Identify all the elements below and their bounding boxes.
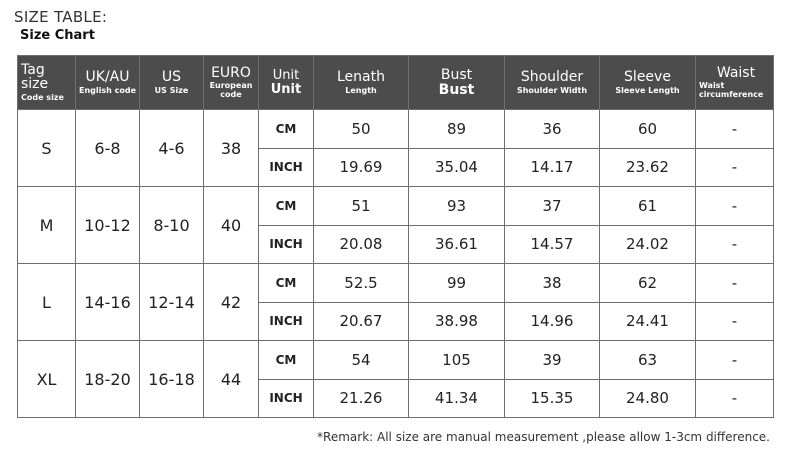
header-unit-sub: Unit xyxy=(270,81,302,97)
unit-cell: INCH xyxy=(259,302,314,341)
sleeve-cell: 62 xyxy=(600,264,696,303)
header-bust xyxy=(409,56,505,110)
unit-cell: CM xyxy=(259,187,314,226)
table-row-l-cm xyxy=(18,264,774,303)
shoulder-cell: 38 xyxy=(505,264,600,303)
header-us-label: US xyxy=(161,68,182,85)
euro-cell: 38 xyxy=(204,110,259,187)
length-cell: 20.08 xyxy=(314,225,409,264)
bust-cell: 35.04 xyxy=(409,148,505,187)
bust-cell: 93 xyxy=(409,187,505,226)
sleeve-cell: 24.41 xyxy=(600,302,696,341)
euro-cell: 44 xyxy=(204,341,259,418)
unit-cell: CM xyxy=(259,341,314,380)
header-sleeve-sub: Sleeve Length xyxy=(615,85,680,95)
length-cell: 19.69 xyxy=(314,148,409,187)
length-cell: 50 xyxy=(314,110,409,149)
size-cell: XL xyxy=(18,341,76,418)
unit-cell: CM xyxy=(259,264,314,303)
page-heading: SIZE TABLE: xyxy=(14,8,108,26)
unit-cell: CM xyxy=(259,110,314,149)
header-unit xyxy=(259,56,314,110)
bust-cell: 41.34 xyxy=(409,379,505,418)
waist-cell: - xyxy=(696,302,774,341)
bust-cell: 38.98 xyxy=(409,302,505,341)
header-tag-size-sub: Code size xyxy=(21,92,64,102)
shoulder-cell: 39 xyxy=(505,341,600,380)
table-header-row xyxy=(18,56,774,110)
sleeve-cell: 60 xyxy=(600,110,696,149)
uk-cell: 6-8 xyxy=(76,110,140,187)
header-tag-size xyxy=(18,56,76,110)
sleeve-cell: 61 xyxy=(600,187,696,226)
size-cell: S xyxy=(18,110,76,187)
waist-cell: - xyxy=(696,341,774,380)
header-waist xyxy=(696,56,774,110)
length-cell: 54 xyxy=(314,341,409,380)
header-length xyxy=(314,56,409,110)
shoulder-cell: 36 xyxy=(505,110,600,149)
header-euro-label: EURO xyxy=(211,64,251,81)
waist-cell: - xyxy=(696,110,774,149)
header-uk-au-label: UK/AU xyxy=(85,68,130,85)
bust-cell: 89 xyxy=(409,110,505,149)
euro-cell: 40 xyxy=(204,187,259,264)
header-waist-sub: Waist circumference xyxy=(699,81,764,99)
header-length-label: Lenath xyxy=(337,68,385,85)
shoulder-cell: 37 xyxy=(505,187,600,226)
header-length-sub: Length xyxy=(345,85,377,95)
sleeve-cell: 24.02 xyxy=(600,225,696,264)
uk-cell: 14-16 xyxy=(76,264,140,341)
header-bust-sub: Bust xyxy=(438,81,475,98)
unit-cell: INCH xyxy=(259,225,314,264)
size-table xyxy=(17,55,774,418)
header-shoulder xyxy=(505,56,600,110)
us-cell: 12-14 xyxy=(140,264,204,341)
sleeve-cell: 23.62 xyxy=(600,148,696,187)
sleeve-cell: 24.80 xyxy=(600,379,696,418)
header-sleeve xyxy=(600,56,696,110)
bust-cell: 99 xyxy=(409,264,505,303)
waist-cell: - xyxy=(696,264,774,303)
header-uk-au xyxy=(76,56,140,110)
unit-cell: INCH xyxy=(259,148,314,187)
length-cell: 20.67 xyxy=(314,302,409,341)
us-cell: 8-10 xyxy=(140,187,204,264)
uk-cell: 18-20 xyxy=(76,341,140,418)
header-euro-sub: European code xyxy=(209,81,253,99)
us-cell: 4-6 xyxy=(140,110,204,187)
header-waist-label: Waist xyxy=(716,64,756,81)
header-unit-label: Unit xyxy=(272,67,300,83)
unit-cell: INCH xyxy=(259,379,314,418)
shoulder-cell: 14.96 xyxy=(505,302,600,341)
header-euro xyxy=(204,56,259,110)
header-uk-au-sub: English code xyxy=(78,85,136,95)
header-tag-size-label: Tag size xyxy=(21,61,49,93)
header-bust-label: Bust xyxy=(440,66,473,83)
waist-cell: - xyxy=(696,379,774,418)
sleeve-cell: 63 xyxy=(600,341,696,380)
length-cell: 52.5 xyxy=(314,264,409,303)
shoulder-cell: 14.17 xyxy=(505,148,600,187)
waist-cell: - xyxy=(696,225,774,264)
waist-cell: - xyxy=(696,148,774,187)
shoulder-cell: 14.57 xyxy=(505,225,600,264)
table-row-m-cm xyxy=(18,187,774,226)
bust-cell: 36.61 xyxy=(409,225,505,264)
header-us-sub: US Size xyxy=(154,85,189,95)
header-us xyxy=(140,56,204,110)
size-cell: M xyxy=(18,187,76,264)
header-shoulder-label: Shoulder xyxy=(520,68,584,85)
uk-cell: 10-12 xyxy=(76,187,140,264)
header-sleeve-label: Sleeve xyxy=(624,68,671,85)
size-cell: L xyxy=(18,264,76,341)
euro-cell: 42 xyxy=(204,264,259,341)
bust-cell: 105 xyxy=(409,341,505,380)
remark-note: *Remark: All size are manual measurement ,please allow 1-3cm difference. xyxy=(317,430,770,444)
us-cell: 16-18 xyxy=(140,341,204,418)
table-row-xl-cm xyxy=(18,341,774,380)
length-cell: 21.26 xyxy=(314,379,409,418)
table-row-s-cm xyxy=(18,110,774,149)
waist-cell: - xyxy=(696,187,774,226)
shoulder-cell: 15.35 xyxy=(505,379,600,418)
size-chart-title: Size Chart xyxy=(20,28,95,43)
length-cell: 51 xyxy=(314,187,409,226)
header-shoulder-sub: Shoulder Width xyxy=(516,85,588,95)
